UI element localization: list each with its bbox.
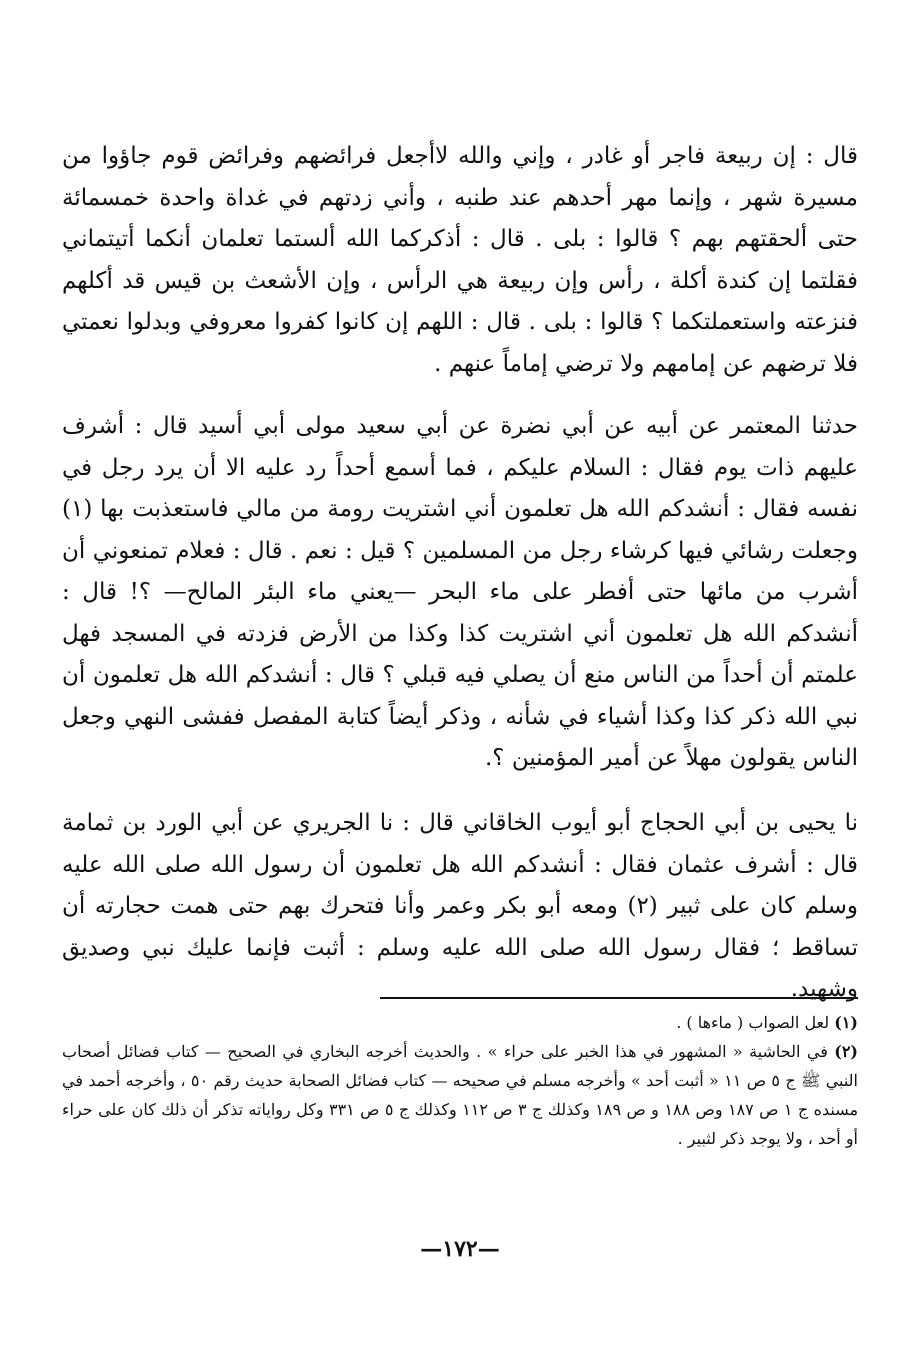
footnote-marker: (١) (834, 1013, 858, 1032)
footnote-item (62, 1037, 858, 1153)
footnote-text: في الحاشية « المشهور في هذا الخبر على حراء » . والحديث أخرجه البخاري في الصحيح — كتاب فضائل أصحاب النبي ﷺ ج ٥ ص ١١ « أثبت أحد » وأخرجه مسلم في صحيحه — كتاب فضائل الصحابة حديث رقم ٥٠ ، وأخرجه أحمد في مسنده ج ١ ص ١٨٧ وص ١٨٨ و ص ١٨٩ وكذلك ج ٣ ص ١١٢ وكذلك ج ٥ ص ٣٣١ وكل رواياته تذكر أن ذلك كان على حراء أو أحد ، ولا يوجد ذكر لثبير . (62, 1042, 859, 1148)
footnote-item (62, 1008, 858, 1037)
body-paragraph: قال : إن ربيعة فاجر أو غادر ، وإني والله لاأجعل فرائضهم وفرائض قوم جاؤوا من مسيرة شهر ، وإنما مهر أحدهم عند طنبه ، وأني زدتهم في غداة واحدة خمسمائة حتى ألحقتهم بهم ؟ قالوا : بلى . قال : أذكركما الله ألستما تعلمان أنكما أتيتماني فقلتما إن كندة أكلة ، رأس وإن ربيعة هي الرأس ، وإن الأشعث بن قيس قد أكلهم فنزعته واستعملتكما ؟ قالوا : بلى . قال : اللهم إن كانوا كفروا معروفي وبدلوا نعمتي فلا ترضهم عن إمامهم ولا ترضي إماماً عنهم . (62, 143, 858, 377)
footnotes-section (62, 1008, 858, 1153)
body-paragraph: نا يحيى بن أبي الحجاج أبو أيوب الخاقاني قال : نا الجريري عن أبي الورد بن ثمامة قال : أشرف عثمان فقال : أنشدكم الله هل تعلمون أن رسول الله صلى الله عليه وسلم كان على ثبير (٢) ومعه أبو بكر وعمر وأنا فتحرك بهم حتى همت حجارته أن تساقط ؛ فقال رسول الله صلى الله عليه وسلم : أثبت فإنما عليك نبي وصديق وشهيد. (62, 810, 858, 1002)
page-number: —١٧٢— (420, 1236, 500, 1262)
footnote-divider (380, 997, 858, 999)
body-paragraph: حدثنا المعتمر عن أبيه عن أبي نضرة عن أبي سعيد مولى أبي أسيد قال : أشرف عليهم ذات يوم فقال : السلام عليكم ، فما أسمع أحداً رد عليه الا أن يرد رجل في نفسه فقال : أنشدكم الله هل تعلمون أني اشتريت رومة من مالي فاستعذبت بها (١) وجعلت رشائي فيها كرشاء رجل من المسلمين ؟ قيل : نعم . قال : فعلام تمنعوني أن أشرب من مائها حتى أفطر على ماء البحر —يعني ماء البئر المالح— ؟! قال : أنشدكم الله هل تعلمون أني اشتريت كذا وكذا من الأرض فزدته في المسجد فهل علمتم أن أحداً من الناس منع أن يصلي فيه قبلي ؟ قال : أنشدكم الله هل تعلمون أن نبي الله ذكر كذا وكذا أشياء في شأنه ، وذكر أيضاً كتابة المفصل ففشى النهي وجعل الناس يقولون مهلاً عن أمير المؤمنين ؟. (62, 413, 858, 771)
footnote-marker: (٢) (834, 1042, 858, 1061)
footnote-text: لعل الصواب ( ماءها ) . (676, 1013, 830, 1032)
